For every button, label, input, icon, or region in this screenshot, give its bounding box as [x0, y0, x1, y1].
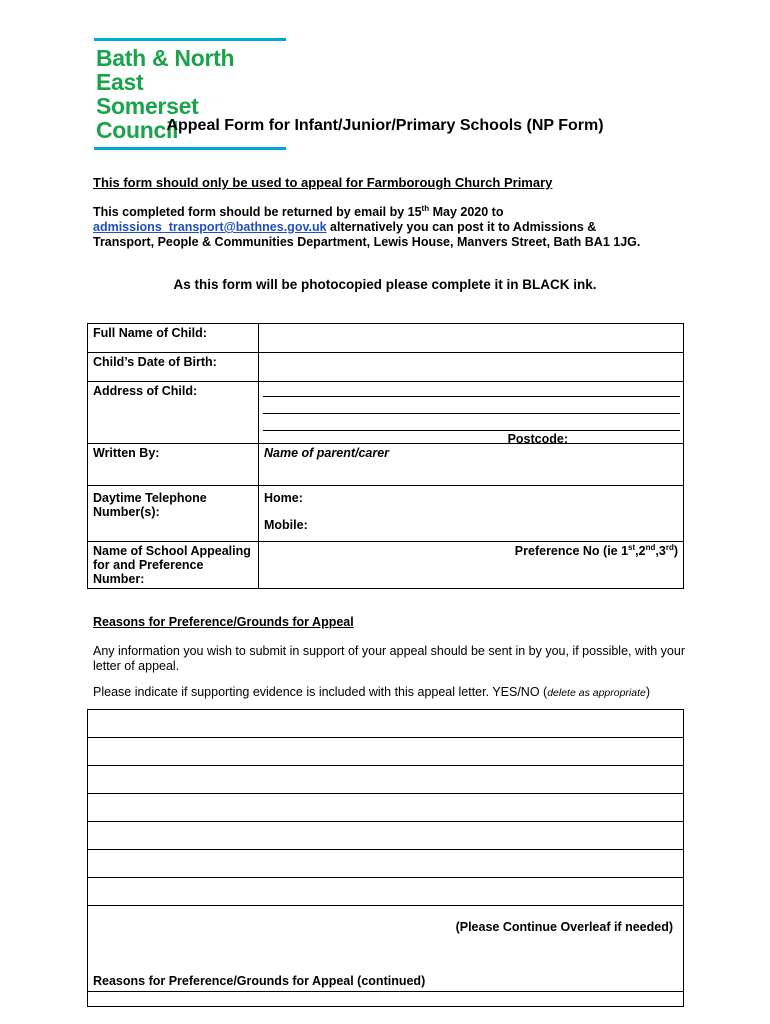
address-line-3: [263, 430, 680, 431]
address-line-1: [263, 396, 680, 397]
reason-line[interactable]: [88, 710, 684, 738]
written-by-label: Written By:: [88, 444, 259, 486]
ink-notice: As this form will be photocopied please complete it in BLACK ink.: [173, 277, 597, 292]
address-line-2: [263, 413, 680, 414]
full-name-field[interactable]: [259, 324, 684, 353]
evidence-line: [93, 685, 693, 701]
written-by-hint: Name of parent/carer: [264, 446, 390, 460]
mobile-label: Mobile:: [264, 518, 308, 532]
dob-label: Child’s Date of Birth:: [88, 353, 259, 382]
reason-continued-area[interactable]: [88, 906, 684, 992]
return-info-line3: Transport, People & Communities Department, Lewis House, Manvers Street, Bath BA1 1JG.: [93, 235, 641, 249]
phone-field[interactable]: [259, 486, 684, 542]
evidence-end: ): [645, 685, 651, 699]
return-info-part1: This completed form should be returned by email by 15: [93, 205, 422, 219]
reason-line[interactable]: [88, 850, 684, 878]
reason-line[interactable]: [88, 822, 684, 850]
page-title: Appeal Form for Infant/Junior/Primary Schools (NP Form): [166, 117, 604, 134]
email-link[interactable]: admissions_transport@bathnes.gov.uk: [93, 220, 327, 234]
evidence-hint: delete as appropriate: [547, 687, 646, 699]
reason-line[interactable]: [88, 992, 684, 1007]
reason-line[interactable]: [88, 794, 684, 822]
child-details-table: [87, 323, 684, 589]
home-label: Home:: [264, 491, 303, 505]
reasons-heading: Reasons for Preference/Grounds for Appeal: [93, 615, 354, 629]
continued-heading: Reasons for Preference/Grounds for Appeal (continued): [93, 974, 426, 988]
dob-field[interactable]: [259, 353, 684, 382]
school-field[interactable]: [259, 542, 684, 589]
school-label: Name of School Appealing for and Preference Number:: [88, 542, 259, 589]
return-info-sup: th: [421, 203, 430, 213]
address-label: Address of Child:: [88, 382, 259, 444]
return-info-part2: May 2020 to: [429, 205, 504, 219]
preference-text: Preference No (ie 1st,2nd,3rd): [514, 542, 678, 558]
reason-line[interactable]: [88, 878, 684, 906]
logo-line-1: Bath & North East: [96, 45, 235, 95]
reason-line[interactable]: [88, 766, 684, 794]
full-name-label: Full Name of Child:: [88, 324, 259, 353]
reasons-info: Any information you wish to submit in support of your appeal should be sent in by you, if possible, with your letter of appeal.: [93, 644, 685, 673]
return-info-part3: alternatively you can post it to Admissions &: [326, 220, 597, 234]
reasons-box: [87, 709, 684, 1007]
postcode-label: Postcode:: [507, 432, 568, 446]
phone-label: Daytime Telephone Number(s):: [88, 486, 259, 542]
continue-note: (Please Continue Overleaf if needed): [455, 920, 673, 934]
reason-line[interactable]: [88, 738, 684, 766]
scope-notice: This form should only be used to appeal for Farmborough Church Primary: [93, 175, 553, 190]
return-info: [93, 205, 693, 250]
written-by-field[interactable]: [259, 444, 684, 486]
logo-line-2: Somerset Council: [96, 93, 199, 143]
evidence-text: Please indicate if supporting evidence is included with this appeal letter. YES/NO (: [93, 685, 548, 699]
logo-bottom-line: [94, 147, 286, 150]
